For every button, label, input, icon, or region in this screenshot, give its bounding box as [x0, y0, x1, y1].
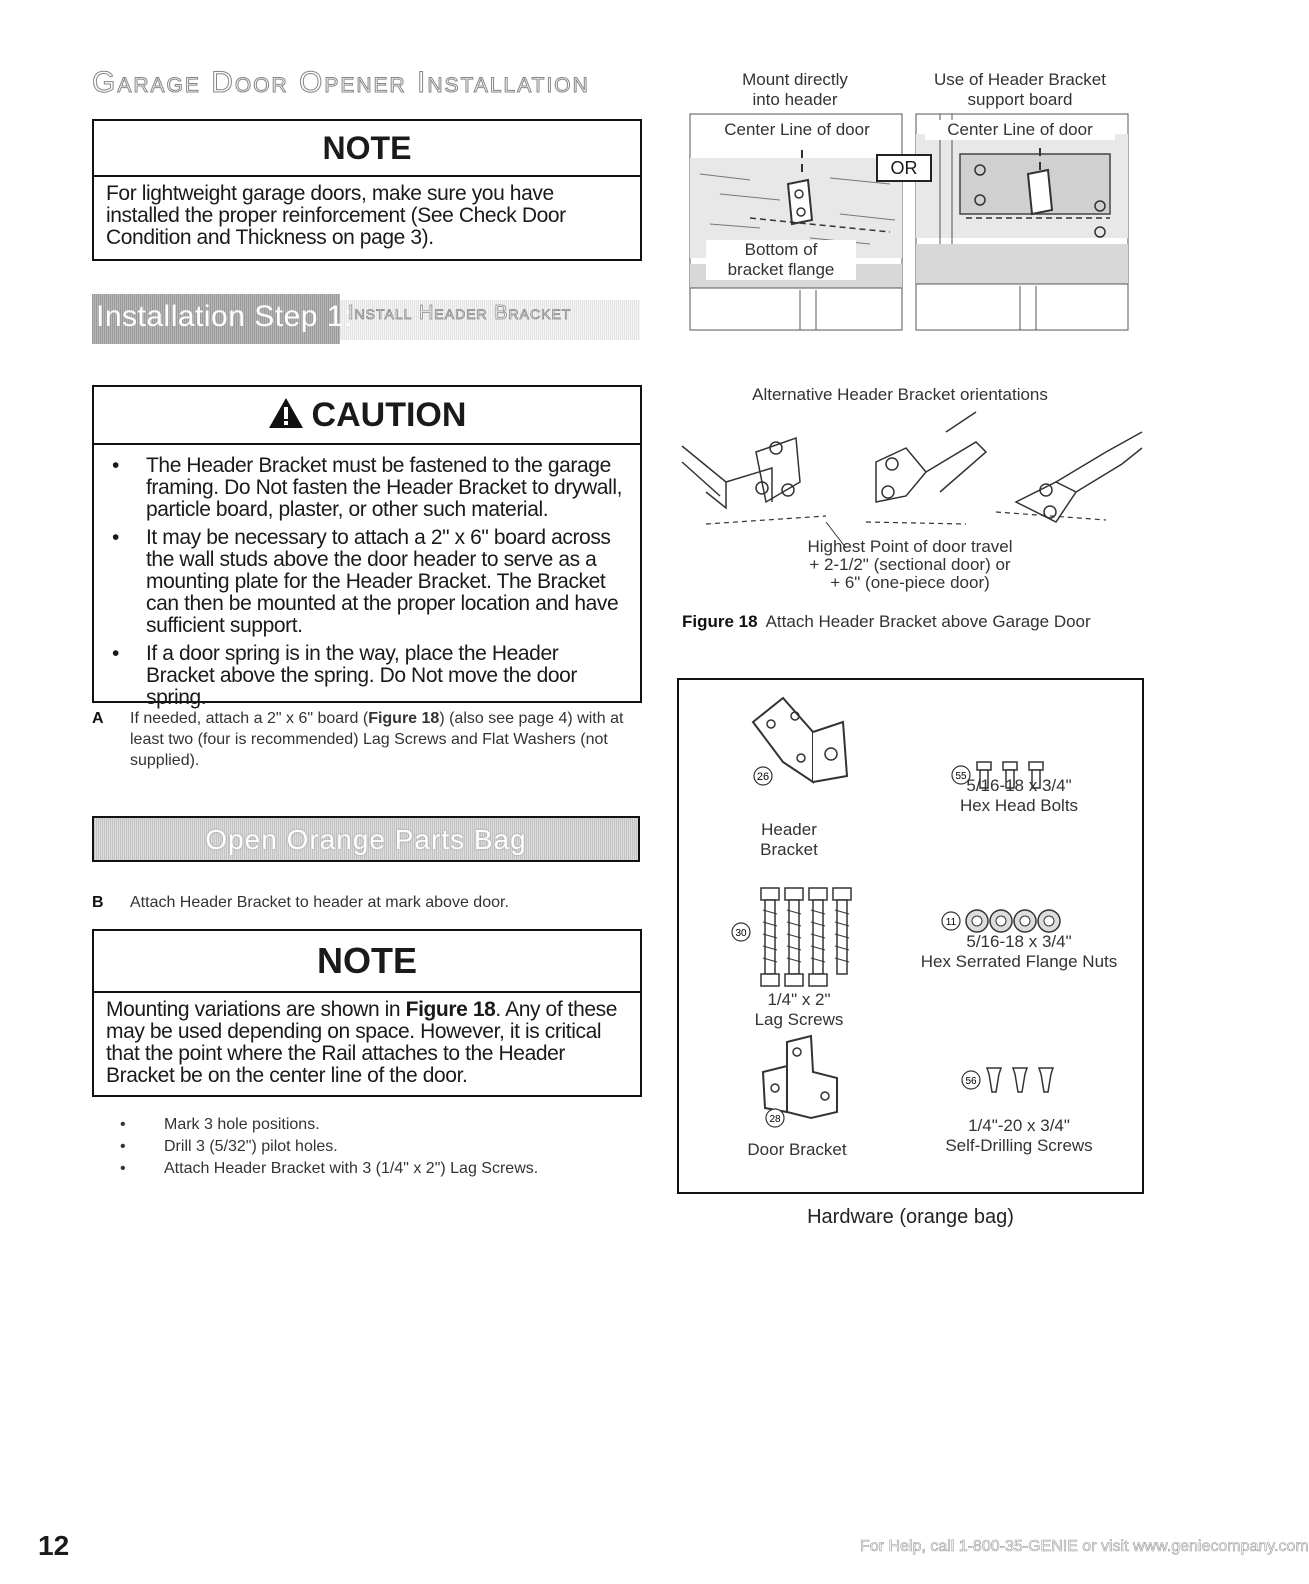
label-line: + 2-1/2" (sectional door) or	[809, 555, 1011, 574]
figure-text: Attach Header Bracket above Garage Door	[765, 612, 1091, 631]
header-bracket-label	[729, 820, 849, 860]
step-a-text-after: ) (also see page 4) with at least two (four is recommended) Lag Screws and Flat Washers (not supplied).	[130, 710, 624, 769]
header-mount-illustration	[690, 114, 1130, 332]
note-text-before: Mounting variations are shown in	[106, 998, 406, 1021]
svg-text:30: 30	[735, 928, 747, 939]
caution-list	[106, 455, 628, 709]
svg-text:26: 26	[756, 771, 770, 783]
header-bracket-icon	[743, 692, 853, 792]
hardware-box	[677, 678, 1144, 1194]
hex-head-bolts-label	[919, 776, 1119, 816]
label-line: Bottom of	[744, 240, 818, 259]
label-line: Lag Screws	[754, 1010, 844, 1029]
label-line: 5/16-18 x 3/4"	[966, 932, 1072, 951]
caution-item: • It may be necessary to attach a 2" x 6" board across the wall studs above the door header to serve as a mounting plate for the Header Bracket. The Bracket can then be mounted at the proper location and have sufficient support.	[106, 527, 628, 637]
label-line: Hex Head Bolts	[959, 796, 1079, 815]
door-bracket-icon	[757, 1032, 857, 1132]
self-drilling-screws-label	[919, 1116, 1119, 1156]
door-bracket-label: Door Bracket	[747, 1140, 847, 1159]
step-a-text	[130, 708, 640, 771]
bullet-item: • Mark 3 hole positions.	[120, 1114, 538, 1136]
step-label: Installation Step 1:	[96, 300, 353, 333]
caption-line: Mount directly	[742, 70, 848, 89]
step-a-label: A	[92, 710, 104, 727]
center-line-label-right: Center Line of door	[925, 120, 1115, 140]
label-line: Hex Serrated Flange Nuts	[920, 952, 1118, 971]
note-box	[92, 119, 642, 261]
alternative-orientations-caption: Alternative Header Bracket orientations	[752, 385, 1048, 404]
svg-text:28: 28	[769, 1114, 781, 1125]
lag-screws-label	[739, 990, 859, 1030]
step-b	[92, 892, 640, 913]
figure-number: Figure 18	[682, 612, 758, 631]
support-board-caption	[920, 70, 1120, 110]
bracket-orientations-illustration	[676, 412, 1146, 552]
caution-box	[92, 385, 642, 709]
page-title: Garage Door Opener Installation	[92, 66, 590, 99]
label-line: + 6" (one-piece door)	[830, 573, 990, 592]
caution-heading-text: CAUTION	[311, 396, 467, 434]
caution-item: • The Header Bracket must be fastened to the garage framing. Do Not fasten the Header Bracket to drywall, particle board, plaster, or other such material.	[106, 455, 628, 521]
label-line: Self-Drilling Screws	[945, 1136, 1093, 1155]
label-line: Bracket	[760, 840, 818, 859]
note-heading: NOTE	[94, 121, 640, 177]
lag-screw-icon	[731, 886, 861, 996]
figure-18-reference-2: Figure 18	[405, 998, 496, 1021]
label-line: Header	[761, 820, 817, 839]
caution-body	[94, 445, 640, 721]
self-drilling-screw-icon	[961, 1064, 1061, 1096]
note-text: For lightweight garage doors, make sure you have installed the proper reinforcement (See Check Door Condition and Thickness on page 3).	[106, 182, 566, 249]
caption-line: support board	[967, 90, 1073, 109]
label-line: 1/4"-20 x 3/4"	[968, 1116, 1070, 1135]
bullet-item: • Attach Header Bracket with 3 (1/4" x 2") Lag Screws.	[120, 1158, 538, 1180]
note-box-2	[92, 929, 642, 1097]
step-a-text-before: If needed, attach a 2" x 6" board (	[130, 710, 369, 727]
figure-18-caption	[682, 612, 1142, 632]
page-number: 12	[38, 1530, 70, 1561]
note-text-2	[94, 993, 640, 1093]
or-label: OR	[876, 154, 932, 182]
flange-nuts-label	[899, 932, 1139, 972]
footer-help-text: For Help, call 1-800-35-GENIE or visit www.geniecompany.com	[860, 1538, 1309, 1555]
instruction-bullets	[120, 1114, 538, 1180]
warning-triangle-icon	[268, 397, 304, 429]
note-text-after: . Any of these may be used depending on space. However, it is critical that the point where the Rail attaches to the Header Bracket be on the center line of the door.	[106, 998, 618, 1087]
banner-text: Open Orange Parts Bag	[205, 824, 527, 855]
label-line: bracket flange	[727, 260, 835, 279]
step-b-text: Attach Header Bracket to header at mark above door.	[130, 894, 509, 911]
svg-text:11: 11	[945, 917, 957, 928]
caution-heading	[94, 387, 640, 445]
caution-item: • If a door spring is in the way, place the Header Bracket above the spring. Do Not move the door spring.	[106, 643, 628, 709]
bottom-flange-label	[706, 240, 856, 280]
mount-directly-caption	[700, 70, 890, 110]
step-title: Install Header Bracket	[348, 302, 572, 324]
center-line-label-left: Center Line of door	[702, 120, 892, 140]
note-heading-2: NOTE	[94, 931, 640, 993]
svg-text:55: 55	[955, 771, 967, 782]
label-line: Highest Point of door travel	[807, 537, 1013, 556]
hardware-caption: Hardware (orange bag)	[807, 1206, 1014, 1228]
installation-step-header	[92, 294, 640, 344]
bullet-item: • Drill 3 (5/32") pilot holes.	[120, 1136, 538, 1158]
step-b-label: B	[92, 894, 104, 911]
open-orange-parts-bag-banner	[92, 816, 640, 862]
step-a	[92, 708, 640, 771]
label-line: 5/16-18 x 3/4"	[966, 776, 1072, 795]
svg-text:56: 56	[965, 1076, 977, 1087]
caption-line: into header	[752, 90, 838, 109]
highest-point-label	[760, 538, 1060, 592]
label-line: 1/4" x 2"	[767, 990, 831, 1009]
figure-18-reference: Figure 18	[368, 710, 440, 727]
caption-line: Use of Header Bracket	[934, 70, 1106, 89]
